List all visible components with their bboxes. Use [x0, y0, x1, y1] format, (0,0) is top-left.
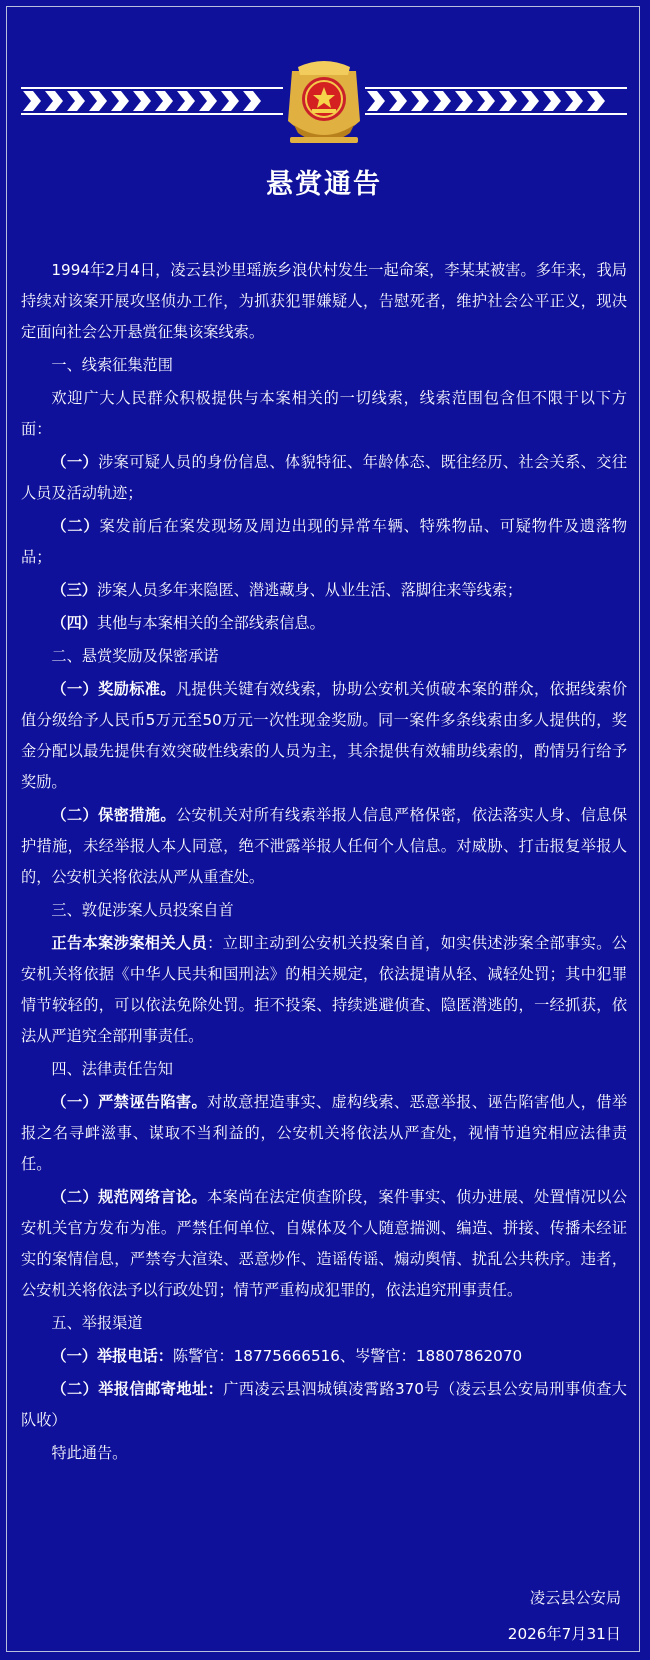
notice-page	[6, 6, 640, 1652]
section-1-item-3	[21, 575, 627, 606]
item-number: （三）	[51, 581, 97, 599]
section-5-item-1	[21, 1341, 627, 1372]
chevron-mark	[477, 91, 495, 111]
intro-paragraph: 1994年2月4日，凌云县沙里瑶族乡浪伏村发生一起命案，李某某被害。多年来，我局持续对该案开展攻坚侦办工作，为抓获犯罪嫌疑人，告慰死者，维护社会公平正义，现决定面向社会公开悬赏征集该案线索。	[21, 261, 627, 341]
section-3-paragraph	[21, 928, 627, 1052]
chevron-mark	[367, 91, 385, 111]
section-1-intro: 欢迎广大人民群众积极提供与本案相关的一切线索，线索范围包含但不限于以下方面：	[21, 389, 627, 438]
chevron-mark	[433, 91, 451, 111]
section-4-item-2	[21, 1182, 627, 1306]
section-4-item-1	[21, 1087, 627, 1180]
item-text: 凡提供关键有效线索，协助公安机关侦破本案的群众，依据线索价值分级给予人民币5万元至50万元一次性现金奖励。同一案件多条线索由多人提供的，奖金分配以最先提供有效突破性线索的人员为主，其余提供有效辅助线索的，酌情另行给予奖励。	[21, 680, 628, 791]
item-text: 其他与本案相关的全部线索信息。	[96, 614, 325, 632]
item-text: 广西凌云县泗城镇凌霄路370号（凌云县公安局刑事侦查大队收）	[21, 1380, 627, 1429]
chevron-mark	[45, 91, 63, 111]
chevron-mark	[243, 91, 261, 111]
chevron-mark	[199, 91, 217, 111]
item-number: （四）	[51, 614, 97, 632]
section-1-item-4	[21, 608, 627, 639]
chevron-mark	[411, 91, 429, 111]
chevron-mark	[587, 91, 605, 111]
notice-body	[21, 255, 627, 1471]
chevron-mark	[565, 91, 583, 111]
item-text: 涉案人员多年来隐匿、潜逃藏身、从业生活、落脚往来等线索；	[96, 581, 523, 599]
chevron-mark	[521, 91, 539, 111]
chevron-mark	[177, 91, 195, 111]
chevron-mark	[155, 91, 173, 111]
chevron-mark	[543, 91, 561, 111]
chevron-mark	[133, 91, 151, 111]
item-text: 公安机关对所有线索举报人信息严格保密，依法落实人身、信息保护措施，未经举报人本人同意，绝不泄露举报人任何个人信息。对威胁、打击报复举报人的，公安机关将依法从严从重查处。	[21, 806, 628, 886]
item-number: （二）	[51, 517, 100, 535]
section-3-title: 三、敦促涉案人员投案自首	[51, 901, 234, 919]
chevron-mark	[221, 91, 239, 111]
item-lead: （一）严禁诬告陷害。	[51, 1093, 208, 1111]
signature-block	[321, 1580, 621, 1652]
item-number: （一）	[51, 453, 99, 471]
item-text: 涉案可疑人员的身份信息、体貌特征、年龄体态、既往经历、社会关系、交往人员及活动轨迹；	[21, 453, 628, 502]
chevron-mark	[499, 91, 517, 111]
item-text: 对故意捏造事实、虚构线索、恶意举报、诬告陷害他人，借举报之名寻衅滋事、谋取不当利益的，公安机关将依法从严查处，视情节追究相应法律责任。	[21, 1093, 628, 1173]
section-2-item-1	[21, 674, 627, 798]
item-lead: （二）保密措施。	[51, 806, 176, 824]
section-2-item-2	[21, 800, 627, 893]
closing-text: 特此通告。	[51, 1444, 128, 1462]
item-lead: （一）奖励标准。	[51, 680, 176, 698]
section-2-title: 二、悬赏奖励及保密承诺	[51, 647, 219, 665]
chevron-mark	[111, 91, 129, 111]
emblem-banner	[7, 55, 641, 145]
chevron-mark	[67, 91, 85, 111]
notice-title: 悬赏通告	[266, 169, 382, 200]
item-lead: 正告本案涉案相关人员	[51, 934, 208, 952]
item-text: ：立即主动到公安机关投案自首，如实供述涉案全部事实。公安机关将依据《中华人民共和国刑法》的相关规定，依法提请从轻、减轻处罚；其中犯罪情节较轻的，可以依法免除处罚。拒不投案、持续逃避侦查、隐匿潜逃的，一经抓获，依法从严追究全部刑事责任。	[21, 934, 628, 1045]
issuer-name: 凌云县公安局	[529, 1589, 621, 1607]
item-text: 案发前后在案发现场及周边出现的异常车辆、特殊物品、可疑物件及遗落物品；	[21, 517, 628, 566]
chevron-mark	[455, 91, 473, 111]
section-1-item-2	[21, 511, 627, 573]
item-text: 本案尚在法定侦查阶段，案件事实、侦办进展、处置情况以公安机关官方发布为准。严禁任何单位、自媒体及个人随意揣测、编造、拼接、传播未经证实的案情信息，严禁夸大渲染、恶意炒作、造谣传谣、煽动舆情、扰乱公共秩序。违者，公安机关将依法予以行政处罚；情节严重构成犯罪的，依法追究刑事责任。	[21, 1188, 628, 1299]
chevron-band-icon	[7, 55, 641, 145]
chevron-mark	[23, 91, 41, 111]
chevron-mark	[89, 91, 107, 111]
issue-date: 2026年7月31日	[507, 1625, 621, 1643]
item-lead: （二）规范网络言论。	[51, 1188, 208, 1206]
item-text: 陈警官：18775666516、岑警官：18807862070	[172, 1347, 523, 1365]
section-5-item-2	[21, 1374, 627, 1436]
item-lead: （二）举报信邮寄地址：	[51, 1380, 224, 1398]
chevron-mark	[389, 91, 407, 111]
section-1-title: 一、线索征集范围	[51, 356, 173, 374]
section-4-title: 四、法律责任告知	[51, 1060, 173, 1078]
police-emblem-icon	[288, 61, 360, 143]
item-lead: （一）举报电话：	[51, 1347, 173, 1365]
section-1-item-1	[21, 447, 627, 509]
section-5-title: 五、举报渠道	[51, 1314, 143, 1332]
